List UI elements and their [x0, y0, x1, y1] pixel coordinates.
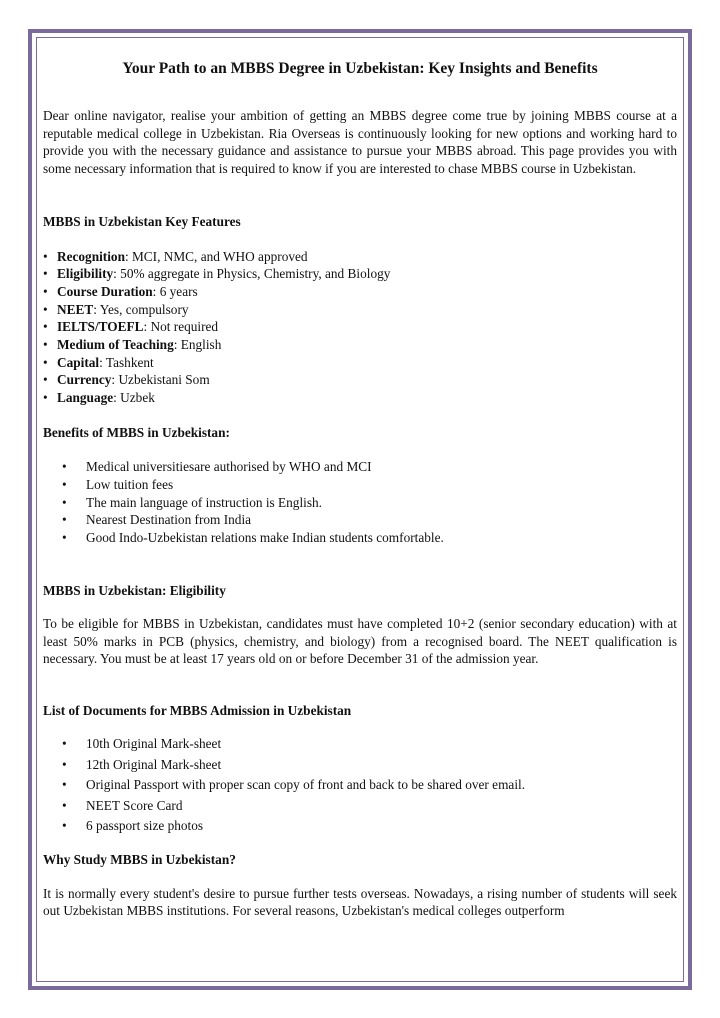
feature-label: NEET: [57, 301, 94, 317]
list-item: [43, 301, 677, 319]
list-item: • Low tuition fees: [43, 476, 677, 494]
benefits-list: [43, 458, 677, 547]
feature-value: : 50% aggregate in Physics, Chemistry, and Biology: [113, 266, 391, 282]
benefits-heading: Benefits of MBBS in Uzbekistan:: [43, 424, 230, 440]
why-heading: Why Study MBBS in Uzbekistan?: [43, 852, 236, 868]
why-paragraph: It is normally every student's desire to pursue further tests overseas. Nowadays, a rising number of students will seek out Uzbekistan MBBS institutions. For several reasons, Uzbekistan's medical colleges outperform: [43, 885, 677, 919]
list-item: [43, 283, 677, 301]
documents-list: [43, 734, 677, 836]
feature-label: Course Duration: [57, 283, 153, 299]
list-item: • 10th Original Mark-sheet: [43, 734, 677, 754]
list-item: [43, 389, 677, 407]
feature-label: Recognition: [57, 248, 125, 264]
document-body: [43, 59, 677, 920]
eligibility-paragraph: To be eligible for MBBS in Uzbekistan, candidates must have completed 10+2 (senior secondary education) with at least 50% marks in PCB (physics, chemistry, and biology) from a recognised board. The NEET qualification is necessary. You must be at least 17 years old on or before December 31 of the admission year.: [43, 616, 677, 667]
list-item: • Good Indo-Uzbekistan relations make Indian students comfortable.: [43, 529, 677, 547]
list-item: [43, 336, 677, 354]
feature-label: Currency: [57, 372, 112, 388]
feature-value: : English: [173, 337, 222, 353]
feature-label: Medium of Teaching: [57, 337, 174, 353]
feature-value: : Not required: [143, 319, 219, 335]
feature-value: : Uzbekistani Som: [111, 372, 210, 388]
feature-label: Language: [57, 390, 114, 406]
feature-value: : Tashkent: [99, 354, 154, 370]
feature-value: : MCI, NMC, and WHO approved: [124, 248, 308, 264]
eligibility-heading: MBBS in Uzbekistan: Eligibility: [43, 582, 226, 598]
list-item: • Original Passport with proper scan copy of front and back to be shared over email.: [43, 775, 677, 795]
feature-value: : Uzbek: [113, 390, 155, 406]
list-item: • Medical universitiesare authorised by WHO and MCI: [43, 458, 677, 476]
page-title: Your Path to an MBBS Degree in Uzbekistan: Key Insights and Benefits: [122, 60, 598, 77]
documents-heading: List of Documents for MBBS Admission in Uzbekistan: [43, 702, 352, 718]
feature-label: Capital: [57, 354, 100, 370]
list-item: [43, 265, 677, 283]
features-heading: MBBS in Uzbekistan Key Features: [43, 214, 241, 229]
list-item: [43, 354, 677, 372]
list-item: • NEET Score Card: [43, 796, 677, 816]
list-item: • 12th Original Mark-sheet: [43, 755, 677, 775]
list-item: [43, 371, 677, 389]
feature-label: IELTS/TOEFL: [57, 319, 144, 335]
feature-value: : 6 years: [152, 283, 198, 299]
feature-value: : Yes, compulsory: [93, 301, 189, 317]
list-item: • The main language of instruction is English.: [43, 494, 677, 512]
feature-label: Eligibility: [57, 266, 114, 282]
list-item: • Nearest Destination from India: [43, 511, 677, 529]
list-item: • 6 passport size photos: [43, 816, 677, 836]
features-list: [43, 248, 677, 407]
list-item: [43, 248, 677, 266]
intro-paragraph: Dear online navigator, realise your ambition of getting an MBBS degree come true by joining MBBS course at a reputable medical college in Uzbekistan. Ria Overseas is continuously looking for new options and working hard to provide you with the necessary guidance and assistance to pursue your MBBS abroad. This page provides you with some necessary information that is required to know if you are interested to chase MBBS course in Uzbekistan.: [43, 108, 677, 176]
list-item: [43, 318, 677, 336]
